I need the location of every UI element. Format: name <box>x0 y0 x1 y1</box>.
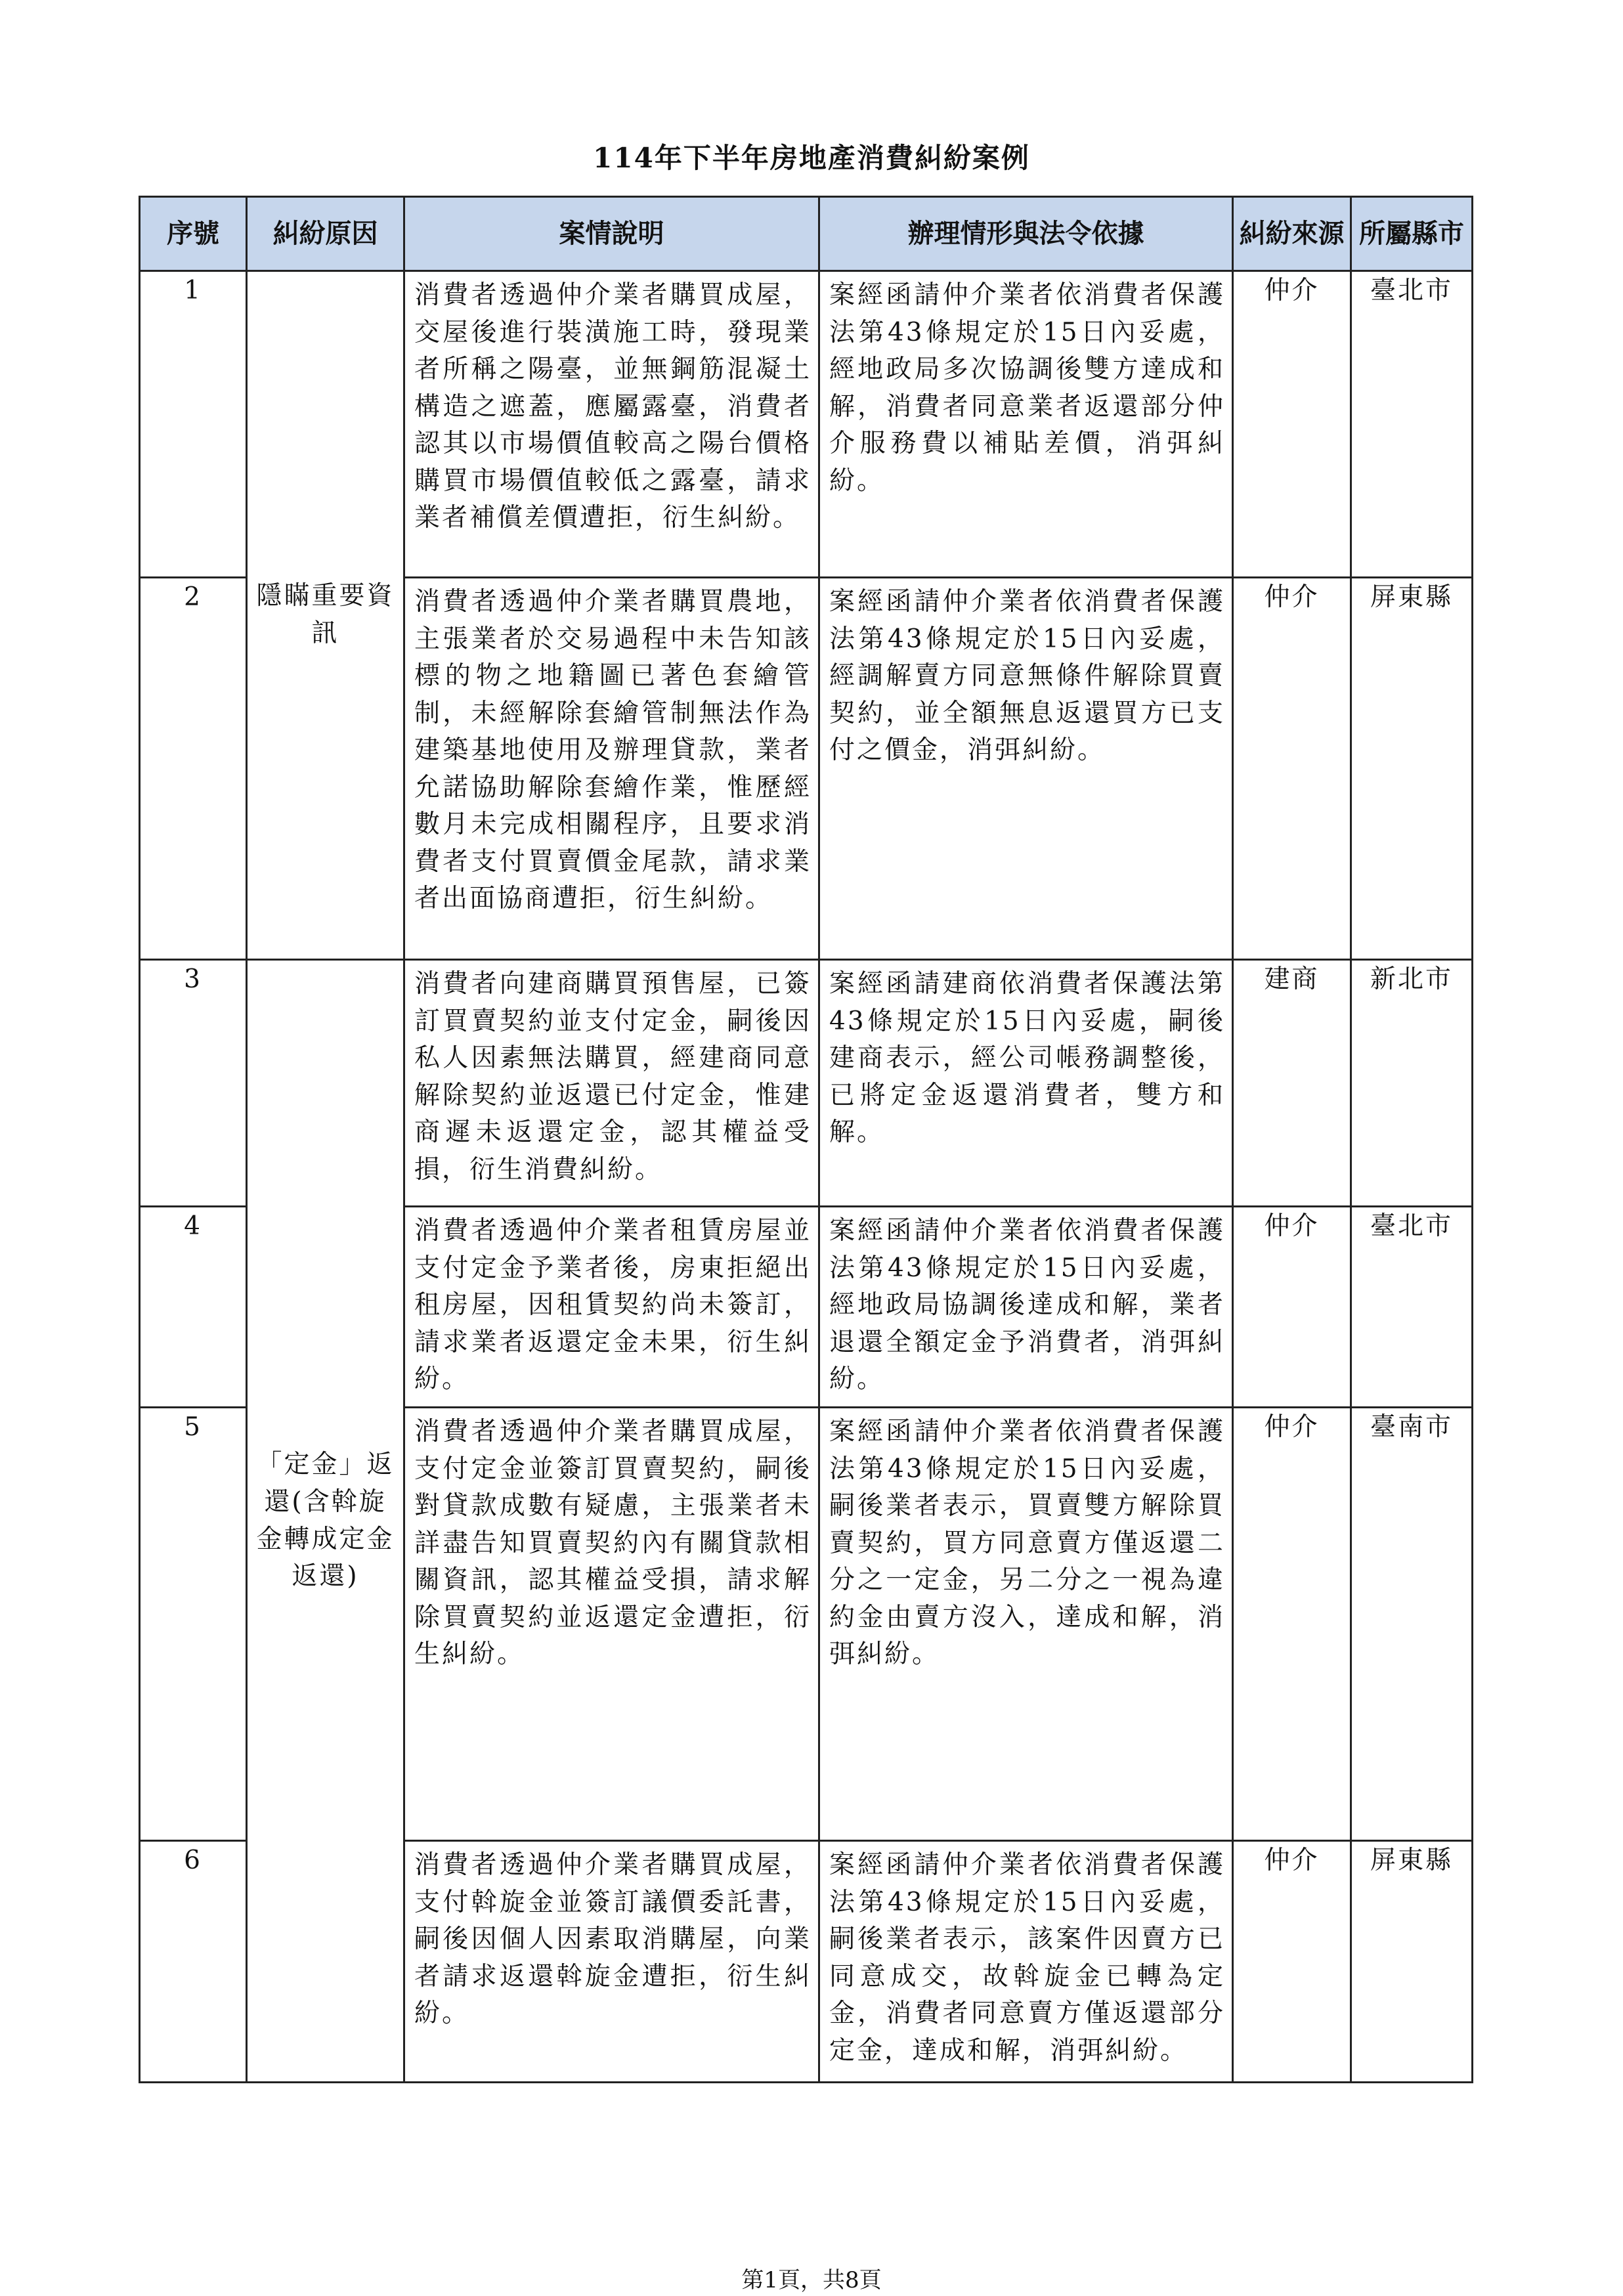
case-handling: 案經函請仲介業者依消費者保護法第43條規定於15日內妥處，經調解賣方同意無條件解除買賣契約，並全額無息返還買方已支付之價金，消弭糾紛。 <box>819 578 1233 960</box>
case-handling: 案經函請仲介業者依消費者保護法第43條規定於15日內妥處，嗣後業者表示，買賣雙方解除買賣契約，買方同意賣方僅返還二分之一定金，另二分之一視為違約金由賣方沒入，達成和解，消弭糾紛。 <box>819 1408 1233 1841</box>
case-handling: 案經函請仲介業者依消費者保護法第43條規定於15日內妥處，嗣後業者表示，該案件因賣方已同意成交，故斡旋金已轉為定金，消費者同意賣方僅返還部分定金，達成和解，消弭糾紛。 <box>819 1841 1233 2083</box>
case-handling: 案經函請建商依消費者保護法第43條規定於15日內妥處，嗣後建商表示，經公司帳務調整後，已將定金返還消費者，雙方和解。 <box>819 960 1233 1207</box>
case-description: 消費者透過仲介業者購買農地，主張業者於交易過程中未告知該標的物之地籍圖已著色套繪管制，未經解除套繪管制無法作為建築基地使用及辦理貸款，業者允諾協助解除套繪作業，惟歷經數月未完成相關程序，且要求消費者支付買賣價金尾款，請求業者出面協商遭拒，衍生糾紛。 <box>404 578 819 960</box>
case-number: 4 <box>140 1207 247 1408</box>
header-description: 案情說明 <box>404 197 819 271</box>
dispute-source: 仲介 <box>1233 578 1351 960</box>
header-county: 所屬縣市 <box>1351 197 1473 271</box>
county: 臺北市 <box>1351 1207 1473 1408</box>
case-number: 3 <box>140 960 247 1207</box>
header-source: 糾紛來源 <box>1233 197 1351 271</box>
header-handling: 辦理情形與法令依據 <box>819 197 1233 271</box>
case-description: 消費者向建商購買預售屋，已簽訂買賣契約並支付定金，嗣後因私人因素無法購買，經建商同意解除契約並返還已付定金，惟建商遲未返還定金，認其權益受損，衍生消費糾紛。 <box>404 960 819 1207</box>
table-row <box>140 960 1473 1207</box>
dispute-source: 仲介 <box>1233 1841 1351 2083</box>
page-title: 114年下半年房地產消費糾紛案例 <box>593 142 1030 174</box>
county: 臺北市 <box>1351 271 1473 578</box>
table-row <box>140 271 1473 578</box>
case-handling: 案經函請仲介業者依消費者保護法第43條規定於15日內妥處，經地政局多次協調後雙方達成和解，消費者同意業者返還部分仲介服務費以補貼差價，消弭糾紛。 <box>819 271 1233 578</box>
case-handling: 案經函請仲介業者依消費者保護法第43條規定於15日內妥處，經地政局協調後達成和解，業者退還全額定金予消費者，消弭糾紛。 <box>819 1207 1233 1408</box>
case-description: 消費者透過仲介業者購買成屋，支付定金並簽訂買賣契約，嗣後對貸款成數有疑慮，主張業者未詳盡告知買賣契約內有關貸款相關資訊，認其權益受損，請求解除買賣契約並返還定金遭拒，衍生糾紛。 <box>404 1408 819 1841</box>
page-footer: 第1頁，共8頁 <box>741 2267 882 2293</box>
dispute-source: 仲介 <box>1233 1408 1351 1841</box>
case-number: 6 <box>140 1841 247 2083</box>
reason-group-deposit-refund: 「定金」返還(含斡旋金轉成定金返還) <box>247 960 404 2083</box>
case-description: 消費者透過仲介業者租賃房屋並支付定金予業者後，房東拒絕出租房屋，因租賃契約尚未簽訂，請求業者返還定金未果，衍生糾紛。 <box>404 1207 819 1408</box>
county: 新北市 <box>1351 960 1473 1207</box>
case-number: 2 <box>140 578 247 960</box>
county: 屏東縣 <box>1351 1841 1473 2083</box>
case-number: 1 <box>140 271 247 578</box>
header-no: 序號 <box>140 197 247 271</box>
case-description: 消費者透過仲介業者購買成屋，交屋後進行裝潢施工時，發現業者所稱之陽臺，並無鋼筋混凝土構造之遮蓋，應屬露臺，消費者認其以市場價值較高之陽台價格購買市場價值較低之露臺，請求業者補償差價遭拒，衍生糾紛。 <box>404 271 819 578</box>
dispute-source: 仲介 <box>1233 1207 1351 1408</box>
reason-group-concealment: 隱瞞重要資訊 <box>247 271 404 960</box>
table-header-row <box>140 197 1473 271</box>
dispute-cases-table <box>139 196 1473 2083</box>
county: 屏東縣 <box>1351 578 1473 960</box>
dispute-source: 建商 <box>1233 960 1351 1207</box>
county: 臺南市 <box>1351 1408 1473 1841</box>
case-number: 5 <box>140 1408 247 1841</box>
case-description: 消費者透過仲介業者購買成屋，支付斡旋金並簽訂議價委託書，嗣後因個人因素取消購屋，向業者請求返還斡旋金遭拒，衍生糾紛。 <box>404 1841 819 2083</box>
header-reason: 糾紛原因 <box>247 197 404 271</box>
dispute-source: 仲介 <box>1233 271 1351 578</box>
